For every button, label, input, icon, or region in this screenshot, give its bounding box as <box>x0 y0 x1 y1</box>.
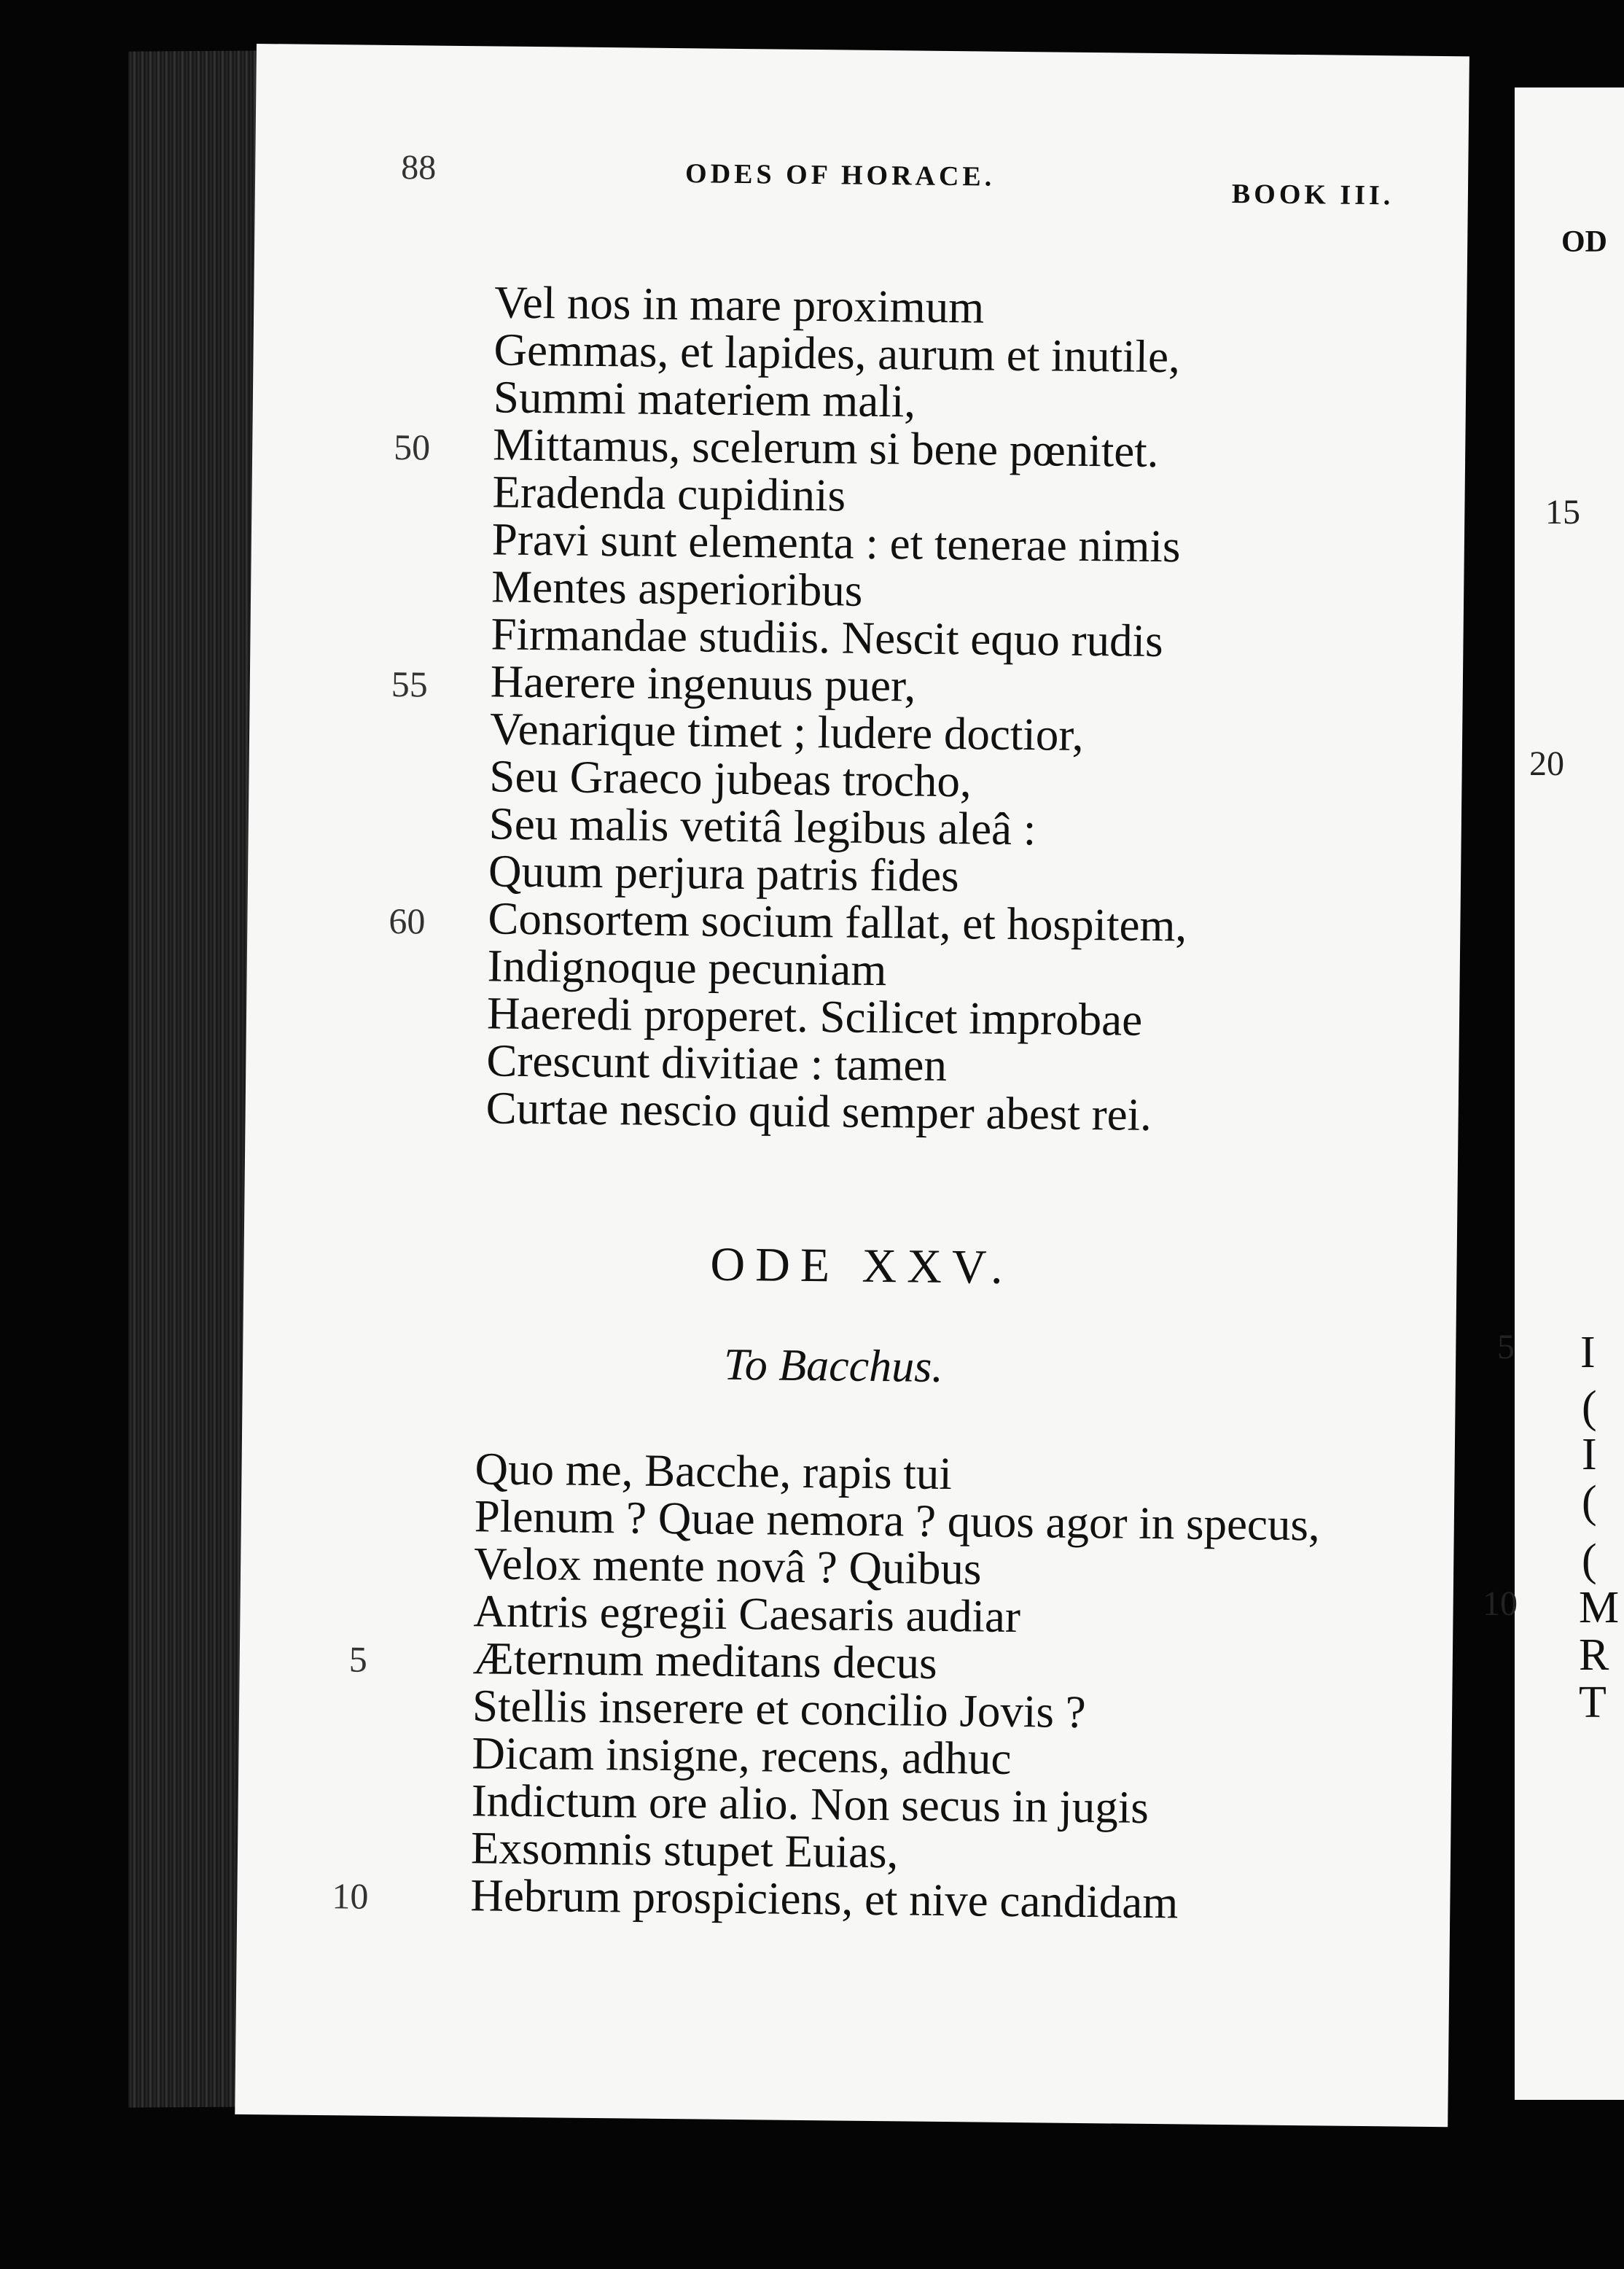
verse-line: Mentes asperioribus <box>491 561 863 616</box>
page-number: 88 <box>400 148 437 187</box>
verse-line: Seu malis vetitâ legibus aleâ : <box>488 798 1037 855</box>
line-number: 10 <box>332 1875 369 1917</box>
verse-line: Exsomnis stupet Euias, <box>470 1822 899 1878</box>
verse-line: Indignoque pecuniam <box>487 940 887 996</box>
verse-line: Antris egregii Caesaris audiar <box>473 1585 1021 1643</box>
facing-line-initial: ( <box>1582 1382 1597 1432</box>
verse-line: Quum perjura patris fides <box>488 845 960 902</box>
line-number: 50 <box>393 427 431 468</box>
verse-line: Seu Graeco jubeas trocho, <box>489 750 972 807</box>
verse-line: Dicam insigne, recens, adhuc <box>472 1727 1012 1784</box>
facing-line-initial: R <box>1579 1630 1609 1680</box>
verse-line: Venarique timet ; ludere doctior, <box>489 703 1084 760</box>
verse-line: Quo me, Bacche, rapis tui <box>475 1443 953 1500</box>
verse-line: Plenum ? Quae nemora ? quos agor in specus, <box>474 1490 1321 1551</box>
verse-line: Summi materiem mali, <box>493 371 916 427</box>
verse-line: Stellis inserere et concilio Jovis ? <box>472 1680 1087 1738</box>
verse-line: Gemmas, et lapides, aurum et inutile, <box>493 324 1181 383</box>
verse-line: Velox mente novâ ? Quibus <box>473 1538 982 1595</box>
facing-page-header-fragment: OD <box>1561 225 1607 259</box>
facing-line-number: 15 <box>1545 493 1580 532</box>
facing-line-initial: ( <box>1582 1536 1597 1585</box>
verse-line: Hebrum prospiciens, et nive candidam <box>470 1869 1179 1929</box>
verse-line: Curtae nescio quid semper abest rei. <box>485 1082 1152 1140</box>
ode-heading: ODE XXV. <box>710 1237 1013 1294</box>
verse-line: Mittamus, scelerum si bene pœnitet. <box>492 419 1159 477</box>
line-number: 55 <box>391 663 429 705</box>
verse-line: Consortem socium fallat, et hospitem, <box>488 892 1187 951</box>
facing-line-number: 5 <box>1497 1328 1515 1366</box>
ode-subtitle: To Bacchus. <box>723 1339 944 1392</box>
facing-line-initial: M <box>1579 1583 1620 1632</box>
verse-line: Firmandae studiis. Nescit equo rudis <box>491 608 1163 667</box>
verse-line: Crescunt divitiae : tamen <box>486 1035 948 1091</box>
verse-line: Indictum ore alio. Non secus in jugis <box>471 1775 1149 1833</box>
verse-line: Æternum meditans decus <box>472 1632 938 1689</box>
line-number: 60 <box>389 900 426 942</box>
facing-page-fragment <box>1483 87 1624 2100</box>
verse-line: Pravi sunt elementa : et tenerae nimis <box>491 513 1181 572</box>
facing-line-initial: T <box>1579 1678 1607 1727</box>
facing-line-initial: I <box>1580 1328 1596 1377</box>
running-title: ODES OF HORACE. <box>684 158 996 192</box>
book-page <box>235 44 1469 2127</box>
facing-line-number: 10 <box>1483 1584 1518 1623</box>
facing-line-number: 20 <box>1529 744 1564 783</box>
verse-line: Eradenda cupidinis <box>492 466 846 521</box>
facing-line-initial: I <box>1582 1430 1597 1479</box>
verse-line: Haerere ingenuus puer, <box>490 655 916 712</box>
book-label: BOOK III. <box>1231 179 1394 211</box>
verse-line: Vel nos in mare proximum <box>493 276 985 333</box>
verse-line: Haeredi properet. Scilicet improbae <box>486 987 1143 1046</box>
facing-line-initial: ( <box>1582 1477 1597 1527</box>
running-header <box>255 148 1469 224</box>
line-number: 5 <box>348 1638 368 1680</box>
